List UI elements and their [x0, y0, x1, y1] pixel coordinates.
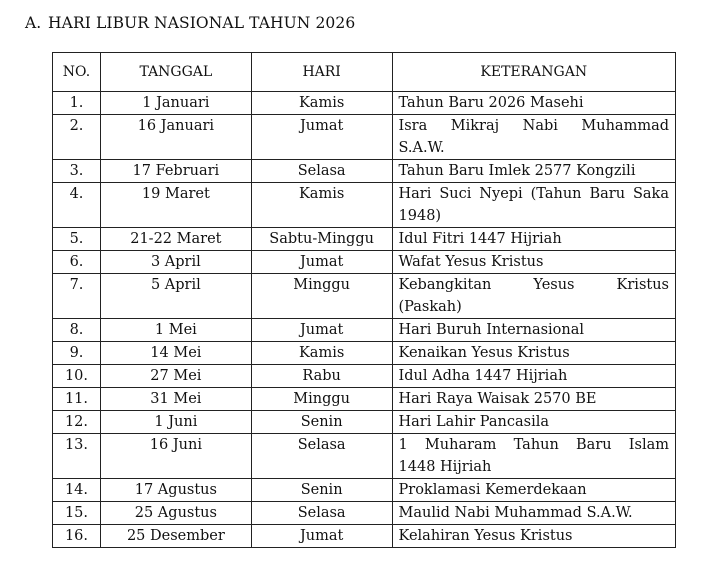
- keterangan-line-1: Kebangkitan Yesus Kristus: [398, 277, 669, 293]
- cell-keterangan: Kenaikan Yesus Kristus: [392, 342, 675, 365]
- cell-no: 2.: [53, 115, 101, 160]
- table-row: [53, 92, 676, 115]
- section-title: HARI LIBUR NASIONAL TAHUN 2026: [48, 14, 356, 32]
- cell-keterangan: Tahun Baru Imlek 2577 Kongzili: [392, 160, 675, 183]
- cell-no: 13.: [53, 434, 101, 479]
- cell-hari: Sabtu-Minggu: [251, 228, 392, 251]
- table-row: [53, 115, 676, 160]
- cell-tanggal: 14 Mei: [100, 342, 251, 365]
- cell-hari: Selasa: [251, 502, 392, 525]
- table-header-row: [53, 53, 676, 92]
- cell-keterangan: Proklamasi Kemerdekaan: [392, 479, 675, 502]
- cell-hari: Selasa: [251, 160, 392, 183]
- cell-hari: Kamis: [251, 92, 392, 115]
- cell-no: 14.: [53, 479, 101, 502]
- cell-hari: Senin: [251, 411, 392, 434]
- cell-tanggal: 27 Mei: [100, 365, 251, 388]
- cell-tanggal: 25 Agustus: [100, 502, 251, 525]
- cell-hari: Minggu: [251, 274, 392, 319]
- keterangan-line-1: 1 Muharam Tahun Baru Islam: [398, 437, 669, 453]
- cell-hari: Kamis: [251, 183, 392, 228]
- cell-hari: Selasa: [251, 434, 392, 479]
- cell-tanggal: 1 Januari: [100, 92, 251, 115]
- cell-no: 15.: [53, 502, 101, 525]
- cell-tanggal: 17 Februari: [100, 160, 251, 183]
- table-row: [53, 274, 676, 319]
- keterangan-line-1: Isra Mikraj Nabi Muhammad: [398, 118, 669, 134]
- cell-no: 12.: [53, 411, 101, 434]
- cell-keterangan: Idul Fitri 1447 Hijriah: [392, 228, 675, 251]
- cell-hari: Jumat: [251, 319, 392, 342]
- cell-no: 11.: [53, 388, 101, 411]
- cell-hari: Senin: [251, 479, 392, 502]
- cell-keterangan: Hari Buruh Internasional: [392, 319, 675, 342]
- table-row: [53, 251, 676, 274]
- cell-keterangan: Idul Adha 1447 Hijriah: [392, 365, 675, 388]
- cell-tanggal: 1 Mei: [100, 319, 251, 342]
- cell-no: 1.: [53, 92, 101, 115]
- cell-hari: Minggu: [251, 388, 392, 411]
- keterangan-line-2: 1448 Hijriah: [398, 459, 492, 475]
- header-no: NO.: [53, 53, 101, 92]
- cell-keterangan: [392, 183, 675, 228]
- cell-tanggal: 25 Desember: [100, 525, 251, 548]
- cell-tanggal: 21-22 Maret: [100, 228, 251, 251]
- cell-no: 10.: [53, 365, 101, 388]
- cell-no: 9.: [53, 342, 101, 365]
- table-row: [53, 228, 676, 251]
- cell-keterangan: Maulid Nabi Muhammad S.A.W.: [392, 502, 675, 525]
- cell-keterangan: Hari Lahir Pancasila: [392, 411, 675, 434]
- table-row: [53, 411, 676, 434]
- cell-tanggal: 1 Juni: [100, 411, 251, 434]
- table-row: [53, 342, 676, 365]
- cell-tanggal: 16 Januari: [100, 115, 251, 160]
- header-tanggal: TANGGAL: [100, 53, 251, 92]
- cell-tanggal: 16 Juni: [100, 434, 251, 479]
- cell-keterangan: [392, 434, 675, 479]
- cell-keterangan: Wafat Yesus Kristus: [392, 251, 675, 274]
- section-heading: [25, 14, 355, 32]
- table-row: [53, 479, 676, 502]
- cell-tanggal: 19 Maret: [100, 183, 251, 228]
- cell-keterangan: [392, 115, 675, 160]
- cell-no: 4.: [53, 183, 101, 228]
- cell-tanggal: 3 April: [100, 251, 251, 274]
- cell-no: 16.: [53, 525, 101, 548]
- header-keterangan: KETERANGAN: [392, 53, 675, 92]
- cell-no: 7.: [53, 274, 101, 319]
- keterangan-line-2: 1948): [398, 208, 442, 224]
- cell-hari: Jumat: [251, 251, 392, 274]
- holiday-table: [52, 52, 676, 548]
- cell-keterangan: Hari Raya Waisak 2570 BE: [392, 388, 675, 411]
- table-row: [53, 160, 676, 183]
- cell-no: 5.: [53, 228, 101, 251]
- cell-hari: Jumat: [251, 115, 392, 160]
- cell-hari: Rabu: [251, 365, 392, 388]
- section-letter: A.: [25, 14, 42, 32]
- cell-keterangan: [392, 274, 675, 319]
- cell-keterangan: Tahun Baru 2026 Masehi: [392, 92, 675, 115]
- cell-keterangan: Kelahiran Yesus Kristus: [392, 525, 675, 548]
- table-row: [53, 183, 676, 228]
- cell-no: 3.: [53, 160, 101, 183]
- table-row: [53, 365, 676, 388]
- cell-no: 8.: [53, 319, 101, 342]
- keterangan-line-2: S.A.W.: [398, 140, 445, 156]
- cell-hari: Jumat: [251, 525, 392, 548]
- header-hari: HARI: [251, 53, 392, 92]
- table-row: [53, 434, 676, 479]
- cell-tanggal: 17 Agustus: [100, 479, 251, 502]
- keterangan-line-2: (Paskah): [398, 299, 462, 315]
- table-row: [53, 388, 676, 411]
- cell-tanggal: 5 April: [100, 274, 251, 319]
- table-row: [53, 525, 676, 548]
- table-row: [53, 502, 676, 525]
- keterangan-line-1: Hari Suci Nyepi (Tahun Baru Saka: [398, 186, 669, 202]
- cell-no: 6.: [53, 251, 101, 274]
- table-row: [53, 319, 676, 342]
- cell-tanggal: 31 Mei: [100, 388, 251, 411]
- cell-hari: Kamis: [251, 342, 392, 365]
